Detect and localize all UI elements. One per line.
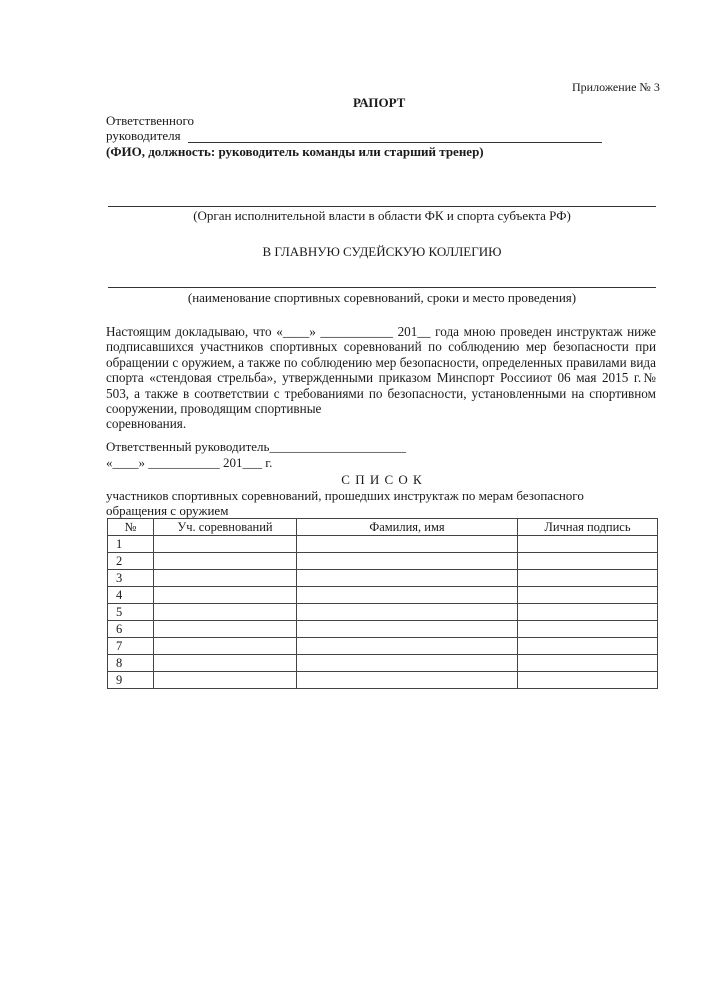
table-row bbox=[108, 570, 658, 587]
signature-cell[interactable] bbox=[518, 553, 658, 570]
name-cell[interactable] bbox=[297, 553, 518, 570]
table-header-row bbox=[108, 519, 658, 536]
row-number: 8 bbox=[108, 655, 154, 672]
name-cell[interactable] bbox=[297, 536, 518, 553]
responsible-name-field[interactable] bbox=[188, 142, 602, 143]
row-number: 3 bbox=[108, 570, 154, 587]
column-header-number: № bbox=[108, 519, 154, 536]
competition-field[interactable] bbox=[108, 287, 656, 288]
name-cell[interactable] bbox=[297, 604, 518, 621]
row-number: 6 bbox=[108, 621, 154, 638]
responsible-label-line2: руководителя bbox=[106, 128, 181, 143]
report-paragraph-text: Настоящим докладываю, что «____» ___________ 201__ года мною проведен инструктаж ниже подписавшихся участников спортивных соревнований по соблюдению мер безопасности при обращении с оружием, а также по соблюдению мер безопасности, определенных правилами вида спорта «стендовая стрельба», утвержденными приказом Минспорт Россииот 06 мая 2015 г.№ 503, а также в соответствии с требованиями по безопасности, установленными на спортивном сооружении, проводящим спортивные bbox=[106, 324, 656, 417]
row-number: 1 bbox=[108, 536, 154, 553]
table-row bbox=[108, 638, 658, 655]
table-row bbox=[108, 621, 658, 638]
name-cell[interactable] bbox=[297, 638, 518, 655]
date-line: «____» ___________ 201___ г. bbox=[106, 455, 273, 470]
signature-cell[interactable] bbox=[518, 587, 658, 604]
signature-cell[interactable] bbox=[518, 570, 658, 587]
authority-caption: (Орган исполнительной власти в области ФК и спорта субъекта РФ) bbox=[193, 208, 571, 223]
signature-cell[interactable] bbox=[518, 655, 658, 672]
row-number: 2 bbox=[108, 553, 154, 570]
name-cell[interactable] bbox=[297, 587, 518, 604]
name-cell[interactable] bbox=[297, 672, 518, 689]
row-number: 5 bbox=[108, 604, 154, 621]
name-cell[interactable] bbox=[297, 621, 518, 638]
participant-cell[interactable] bbox=[154, 587, 297, 604]
signature-cell[interactable] bbox=[518, 621, 658, 638]
row-number: 4 bbox=[108, 587, 154, 604]
column-header-signature: Личная подпись bbox=[518, 519, 658, 536]
document-title: РАПОРТ bbox=[353, 95, 406, 110]
table-row bbox=[108, 672, 658, 689]
participant-cell[interactable] bbox=[154, 604, 297, 621]
signature-line: Ответственный руководитель_____________________ bbox=[106, 439, 406, 454]
participant-cell[interactable] bbox=[154, 570, 297, 587]
table-row bbox=[108, 604, 658, 621]
table-row bbox=[108, 655, 658, 672]
table-row bbox=[108, 536, 658, 553]
addressee-heading: В ГЛАВНУЮ СУДЕЙСКУЮ КОЛЛЕГИЮ bbox=[262, 244, 502, 259]
competition-caption: (наименование спортивных соревнований, сроки и место проведения) bbox=[187, 290, 577, 305]
appendix-label: Приложение № 3 bbox=[572, 80, 660, 94]
participant-cell[interactable] bbox=[154, 553, 297, 570]
participants-table bbox=[107, 518, 658, 689]
participant-cell[interactable] bbox=[154, 672, 297, 689]
participant-cell[interactable] bbox=[154, 655, 297, 672]
table-row bbox=[108, 553, 658, 570]
column-header-name: Фамилия, имя bbox=[297, 519, 518, 536]
name-cell[interactable] bbox=[297, 570, 518, 587]
authority-field[interactable] bbox=[108, 206, 656, 207]
list-title: С П И С О К bbox=[341, 472, 423, 487]
name-cell[interactable] bbox=[297, 655, 518, 672]
report-paragraph-end: соревнования. bbox=[106, 416, 187, 432]
participant-cell[interactable] bbox=[154, 621, 297, 638]
signature-cell[interactable] bbox=[518, 638, 658, 655]
responsible-hint: (ФИО, должность: руководитель команды или старший тренер) bbox=[106, 144, 484, 159]
report-paragraph bbox=[106, 324, 656, 432]
responsible-label-line1: Ответственного bbox=[106, 113, 194, 128]
row-number: 7 bbox=[108, 638, 154, 655]
row-number: 9 bbox=[108, 672, 154, 689]
table-row bbox=[108, 587, 658, 604]
participant-cell[interactable] bbox=[154, 638, 297, 655]
column-header-participant: Уч. соревнований bbox=[154, 519, 297, 536]
signature-cell[interactable] bbox=[518, 672, 658, 689]
participant-cell[interactable] bbox=[154, 536, 297, 553]
signature-cell[interactable] bbox=[518, 536, 658, 553]
signature-cell[interactable] bbox=[518, 604, 658, 621]
list-subtitle-line2: обращения с оружием bbox=[106, 503, 229, 518]
list-subtitle-line1: участников спортивных соревнований, прошедших инструктаж по мерам безопасного bbox=[106, 488, 584, 503]
